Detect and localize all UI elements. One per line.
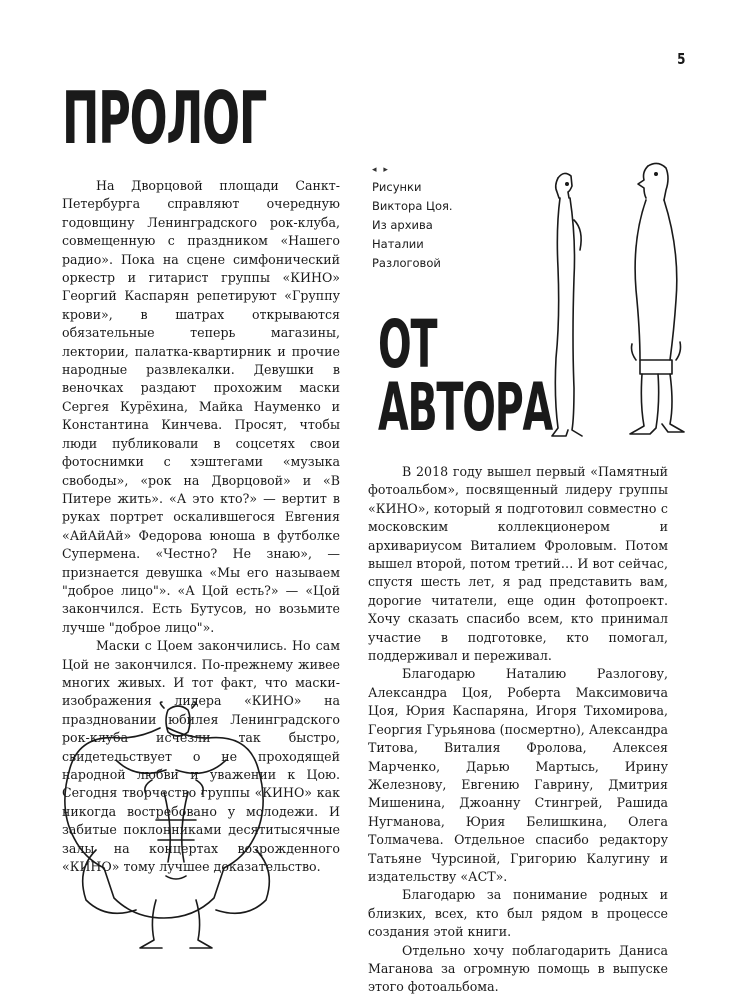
from-author-heading	[378, 306, 552, 446]
caption-line: Рисунки	[372, 180, 422, 194]
from-author-text	[368, 463, 668, 997]
prolog-paragraph-1: На Дворцовой площади Санкт-Петербурга справляют очередную годовщину Ленинградского рок-клуба, совмещенную с праздником «Нашего радио». Пока на сцене симфонический оркестр и гитарист группы «КИНО» Георгий Каспарян репетируют «Группу крови», в шатрах открываются обязательные теперь магазины, лектории, палатка-квартирник и прочие народные развлекалки. Девушки в веночках раздают прохожим маски Сергея Курёхина, Майка Науменко и Константина Кинчева. Просят, чтобы люди публиковали в соцсетях свои фотоснимки с хэштегами «музыка свободы», «рок на Дворцовой» и «В Питере жить». «А это кто?» — вертит в руках портрет оскалившегося Евгения «АйАйАй» Федорова юноша в футболке Супермена. «Честно? Не знаю», — признается девушка «Мы его называем "доброе лицо"». «А Цой есть?» — «Цой закончился. Есть Бутусов, но возьмите лучше "доброе лицо"».	[62, 178, 340, 635]
from-author-heading-line-1: ОТ	[378, 306, 437, 383]
caption-line: Разлоговой	[372, 256, 441, 270]
prolog-heading: ПРОЛОГ	[62, 76, 267, 160]
from-author-heading-line-2: АВТОРА	[378, 368, 552, 446]
illustration-caption	[372, 164, 522, 273]
author-paragraph-1: В 2018 году вышел первый «Памятный фотоальбом», посвященный лидеру группы «КИНО», который я подготовил совместно с московским коллекционером и архивариусом Виталием Фроловым. Потом вышел второй, потом третий… И вот сейчас, спустя шесть лет, я рад представить вам, дорогие читатели, еще один фотопроект. Хочу сказать спасибо всем, кто принимал участие в подготовке, кто помогал, поддерживал и переживал.	[368, 464, 668, 664]
caption-line: Наталии	[372, 237, 424, 251]
author-paragraph-3: Благодарю за понимание родных и близких, всех, кто был рядом в процессе создания этой книги.	[368, 887, 668, 940]
author-paragraph-4: Отдельно хочу поблагодарить Даниса Маганова за огромную помощь в выпуске этого фотоальбома.	[368, 942, 668, 995]
caption-line: Из архива	[372, 218, 433, 232]
caption-arrows-icon: ◂ ▸	[372, 165, 390, 175]
sketch-standing-figures	[540, 160, 710, 445]
caption-line: Виктора Цоя.	[372, 199, 453, 213]
page-number: 5	[676, 50, 685, 68]
sketch-strongman	[56, 700, 296, 960]
prolog-paragraph-2: Маски с Цоем закончились. Но сам Цой не закончился. По-прежнему живее многих живых. И тот факт, что маски-изображения лидера «КИНО» на праздновании юбилея Ленинградского рок-клуба исчезли так быстро, свидетельствует о не проходящей народной любви и уважении к Цою. Сегодня творчество группы «КИНО» как никогда востребовано у молодежи. И забитые поклонниками десятитысячные залы на концертах возрожденного «КИНО» тому лучшее доказательство.	[62, 638, 340, 875]
author-paragraph-2: Благодарю Наталию Разлогову, Александра Цоя, Роберта Максимовича Цоя, Юрия Каспаряна, Игоря Тихомирова, Георгия Гурьянова (посмертно), Александра Титова, Виталия Фролова, Алексея Марченко, Дарью Мартысь, Ирину Железнову, Евгению Гаврину, Дмитрия Мишенина, Джоанну Стингрей, Рашида Нугманова, Юрия Белишкина, Олега Толмачева. Отдельное спасибо редактору Татьяне Чурсиной, Григорию Калугину и издательству «АСТ».	[368, 666, 668, 884]
